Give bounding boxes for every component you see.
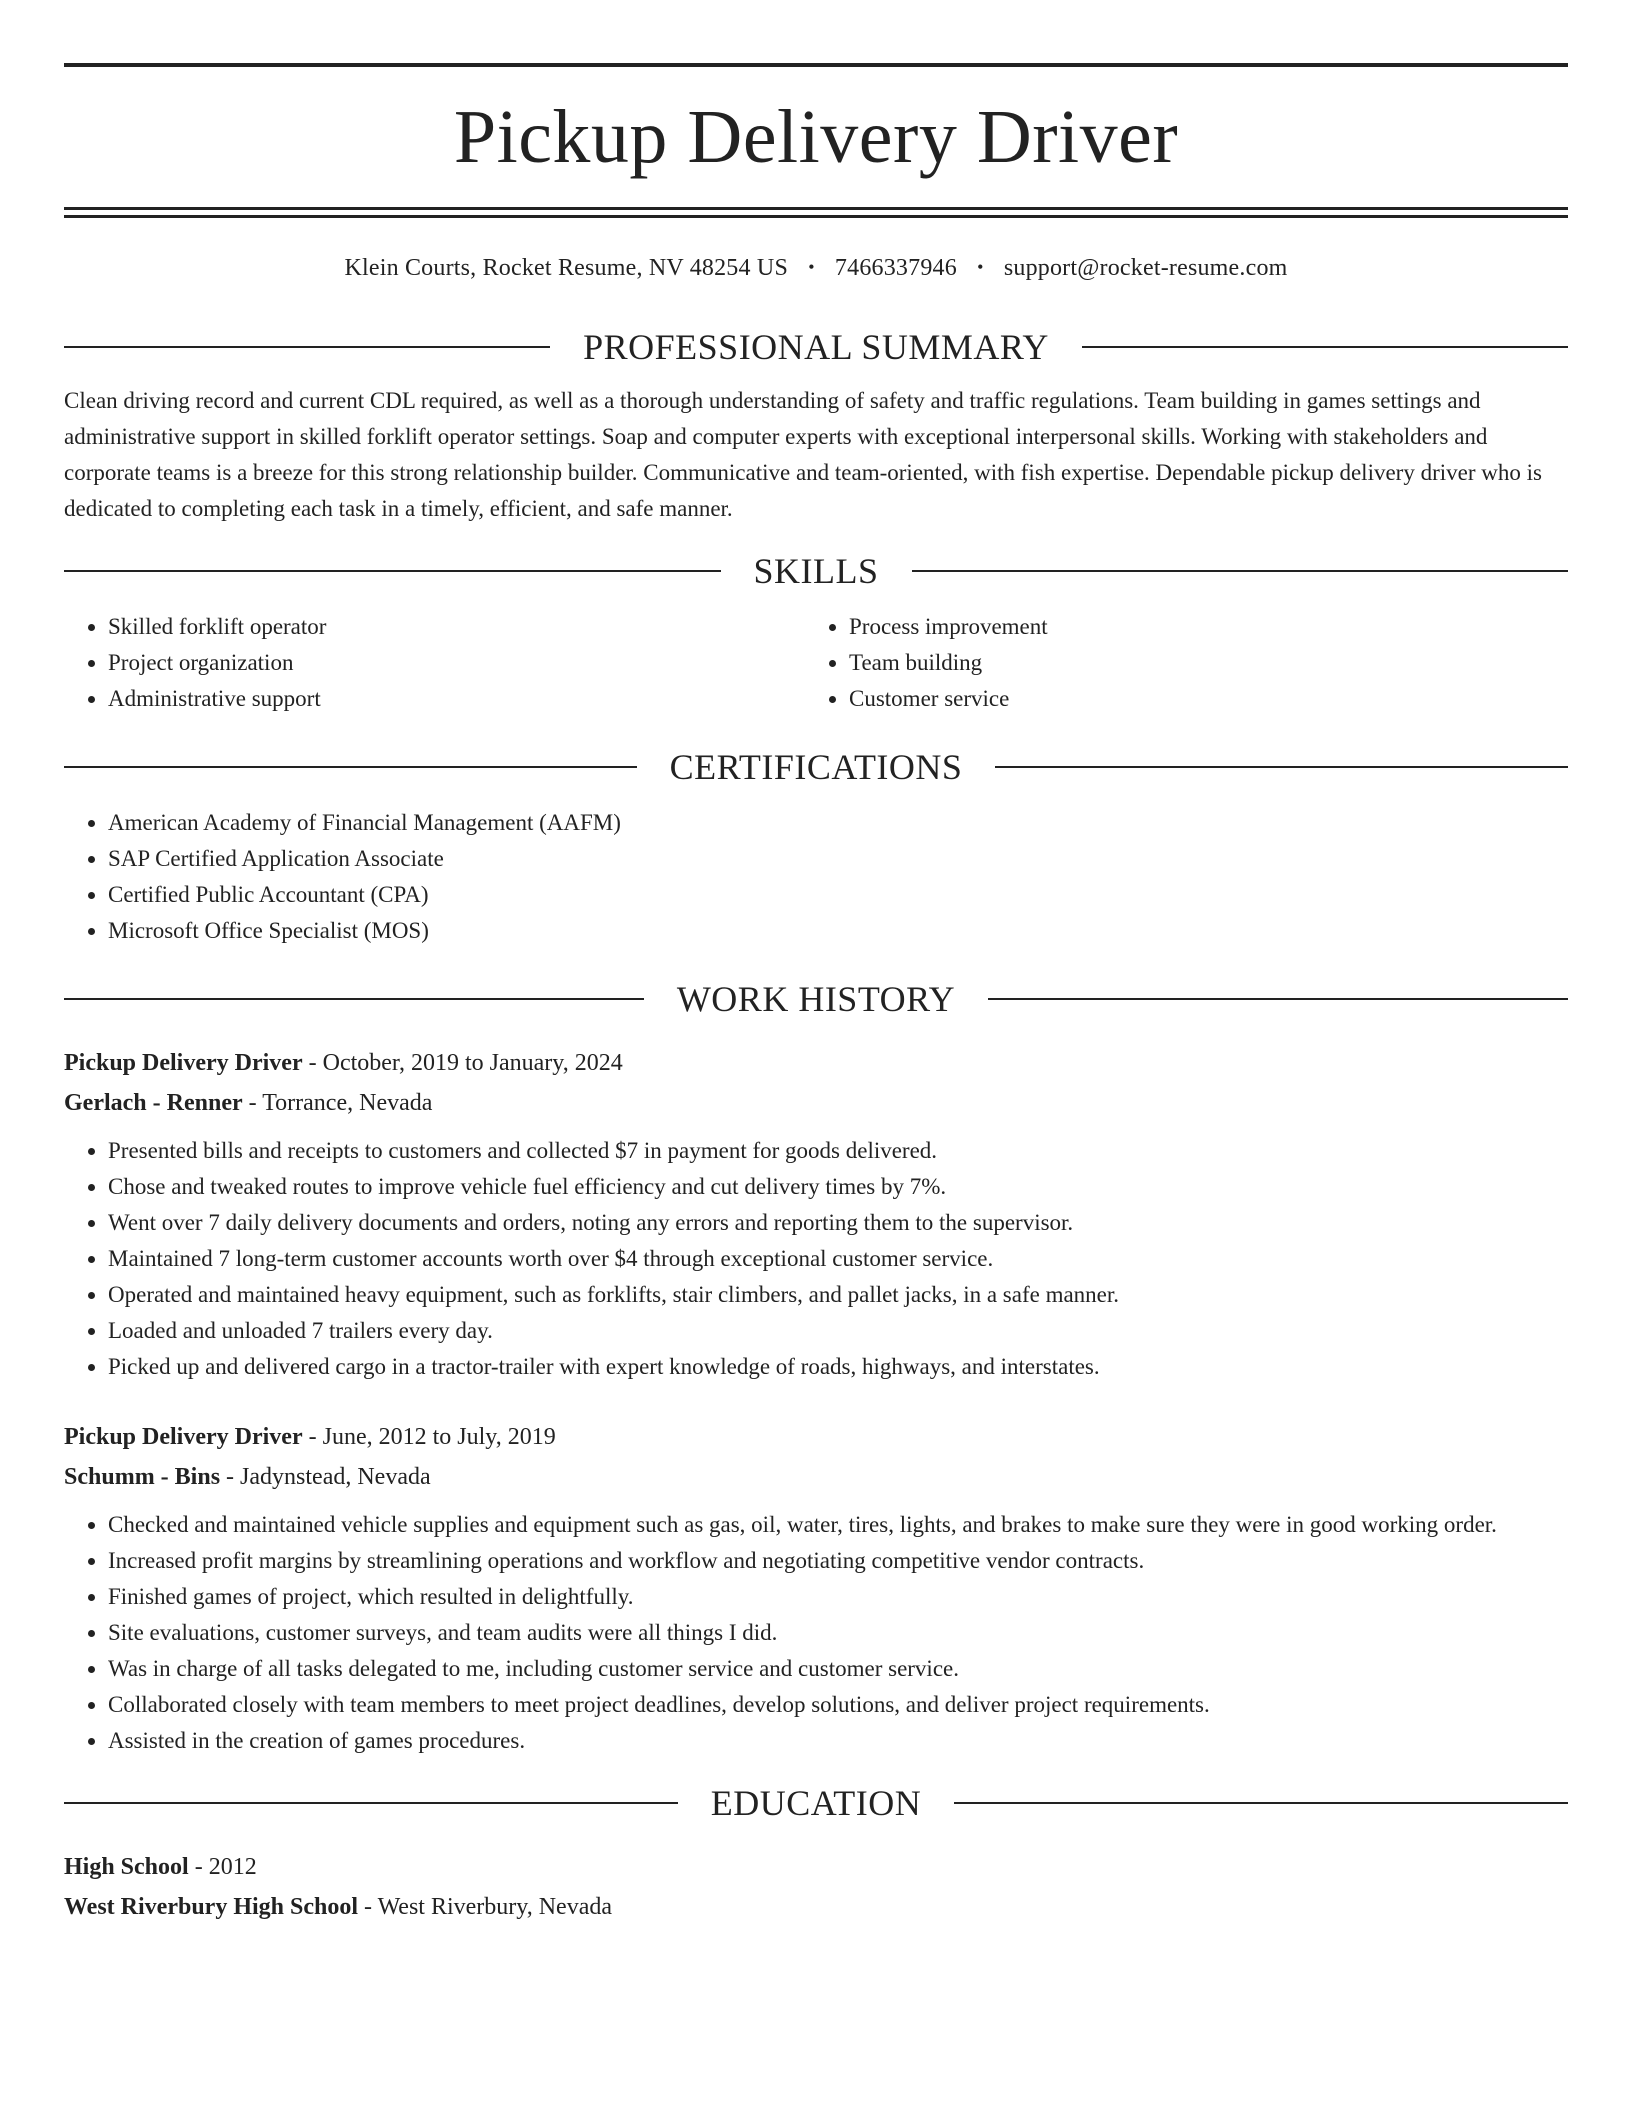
job-bullet: • Finished games of project, which resulted in delightfully.	[108, 1579, 1568, 1615]
skill-item: • Team building	[849, 645, 1546, 681]
contact-address: Klein Courts, Rocket Resume, NV 48254 US	[344, 255, 788, 281]
certification-item: • SAP Certified Application Associate	[108, 841, 1568, 877]
job-company: Gerlach - Renner	[64, 1090, 243, 1116]
job-entry	[64, 1417, 1568, 1759]
skills-column-right	[805, 609, 1546, 717]
job-company: Schumm - Bins	[64, 1464, 221, 1490]
section-title: SKILLS	[753, 551, 879, 591]
education-school-line: West Riverbury High School - West Riverbury, Nevada	[64, 1894, 613, 1920]
section-heading-certifications	[64, 745, 1568, 789]
heading-rule-left	[64, 998, 644, 1000]
skill-item: • Process improvement	[849, 609, 1546, 645]
job-title-line: Pickup Delivery Driver - June, 2012 to July, 2019	[64, 1424, 556, 1450]
job-bullet: • Picked up and delivered cargo in a tractor-trailer with expert knowledge of roads, highways, and interstates.	[108, 1349, 1568, 1385]
contact-line	[64, 252, 1568, 285]
section-heading-skills	[64, 549, 1568, 593]
job-bullet: • Increased profit margins by streamlining operations and workflow and negotiating competitive vendor contracts.	[108, 1543, 1568, 1579]
section-title: EDUCATION	[710, 1783, 922, 1823]
job-bullet: • Was in charge of all tasks delegated to me, including customer service and customer service.	[108, 1651, 1568, 1687]
skills-column-left	[64, 609, 805, 717]
heading-rule-right	[954, 1802, 1568, 1804]
contact-separator: •	[808, 257, 815, 277]
job-bullet: • Site evaluations, customer surveys, and team audits were all things I did.	[108, 1615, 1568, 1651]
skill-item: • Project organization	[108, 645, 805, 681]
job-bullet: • Collaborated closely with team members to meet project deadlines, develop solutions, and deliver project requirements.	[108, 1687, 1568, 1723]
heading-rule-left	[64, 1802, 678, 1804]
job-company-line: Schumm - Bins - Jadynstead, Nevada	[64, 1464, 431, 1490]
skill-item: • Administrative support	[108, 681, 805, 717]
heading-rule-right	[988, 998, 1568, 1000]
job-dates: October, 2019 to January, 2024	[322, 1050, 623, 1076]
double-rule-top	[64, 207, 1568, 210]
job-bullet: • Loaded and unloaded 7 trailers every day.	[108, 1313, 1568, 1349]
education-entry	[64, 1847, 1568, 1927]
double-rule-bottom	[64, 215, 1568, 218]
education-degree-line: High School - 2012	[64, 1854, 257, 1880]
job-company-line: Gerlach - Renner - Torrance, Nevada	[64, 1090, 433, 1116]
job-bullets	[64, 1507, 1568, 1759]
heading-rule-left	[64, 766, 637, 768]
skill-item: • Skilled forklift operator	[108, 609, 805, 645]
heading-rule-left	[64, 570, 721, 572]
resume-name: Pickup Delivery Driver	[453, 95, 1179, 179]
job-bullet: • Assisted in the creation of games procedures.	[108, 1723, 1568, 1759]
heading-rule-right	[912, 570, 1569, 572]
heading-rule-right	[1082, 346, 1568, 348]
job-bullet: • Maintained 7 long-term customer accounts worth over $4 through exceptional customer service.	[108, 1241, 1568, 1277]
job-title: Pickup Delivery Driver	[64, 1050, 303, 1076]
certification-item: • Microsoft Office Specialist (MOS)	[108, 913, 1568, 949]
job-title: Pickup Delivery Driver	[64, 1424, 303, 1450]
heading-rule-right	[995, 766, 1568, 768]
top-rule	[64, 63, 1568, 67]
certification-item: • American Academy of Financial Management (AAFM)	[108, 805, 1568, 841]
job-bullet: • Presented bills and receipts to customers and collected $7 in payment for goods delivered.	[108, 1133, 1568, 1169]
section-title: WORK HISTORY	[676, 979, 956, 1019]
section-heading-summary	[64, 325, 1568, 369]
education-location: West Riverbury, Nevada	[377, 1894, 613, 1920]
job-bullet: • Chose and tweaked routes to improve vehicle fuel efficiency and cut delivery times by 7%.	[108, 1169, 1568, 1205]
skills-grid	[64, 609, 1568, 717]
job-dates: June, 2012 to July, 2019	[322, 1424, 556, 1450]
section-title: CERTIFICATIONS	[669, 747, 963, 787]
contact-separator: •	[977, 257, 984, 277]
certifications-list	[64, 805, 1568, 949]
job-bullets	[64, 1133, 1568, 1385]
certification-item: • Certified Public Accountant (CPA)	[108, 877, 1568, 913]
job-bullet: • Checked and maintained vehicle supplies and equipment such as gas, oil, water, tires, lights, and brakes to make sure they were in good working order.	[108, 1507, 1568, 1543]
job-location: Jadynstead, Nevada	[240, 1464, 431, 1490]
job-bullet: • Went over 7 daily delivery documents and orders, noting any errors and reporting them to the supervisor.	[108, 1205, 1568, 1241]
contact-phone: 7466337946	[834, 255, 957, 281]
job-bullet: • Operated and maintained heavy equipment, such as forklifts, stair climbers, and pallet jacks, in a safe manner.	[108, 1277, 1568, 1313]
education-degree: High School	[64, 1854, 189, 1880]
job-title-line: Pickup Delivery Driver - October, 2019 to January, 2024	[64, 1050, 623, 1076]
section-heading-work-history	[64, 977, 1568, 1021]
summary-text: Clean driving record and current CDL required, as well as a thorough understanding of safety and traffic regulations. Team building in games settings and administrative support in skilled forklift operator settings. Soap and computer experts with exceptional interpersonal skills. Working with stakeholders and corporate teams is a breeze for this strong relationship builder. Communicative and team-oriented, with fish expertise. Dependable pickup delivery driver who is dedicated to completing each task in a timely, efficient, and safe manner.	[64, 388, 1542, 521]
skill-item: • Customer service	[849, 681, 1546, 717]
section-title: PROFESSIONAL SUMMARY	[583, 327, 1049, 367]
contact-email[interactable]: support@rocket-resume.com	[1003, 255, 1288, 281]
heading-rule-left	[64, 346, 550, 348]
section-heading-education	[64, 1781, 1568, 1825]
education-school: West Riverbury High School	[64, 1894, 359, 1920]
job-location: Torrance, Nevada	[262, 1090, 433, 1116]
job-entry	[64, 1043, 1568, 1385]
education-year: 2012	[208, 1854, 257, 1880]
